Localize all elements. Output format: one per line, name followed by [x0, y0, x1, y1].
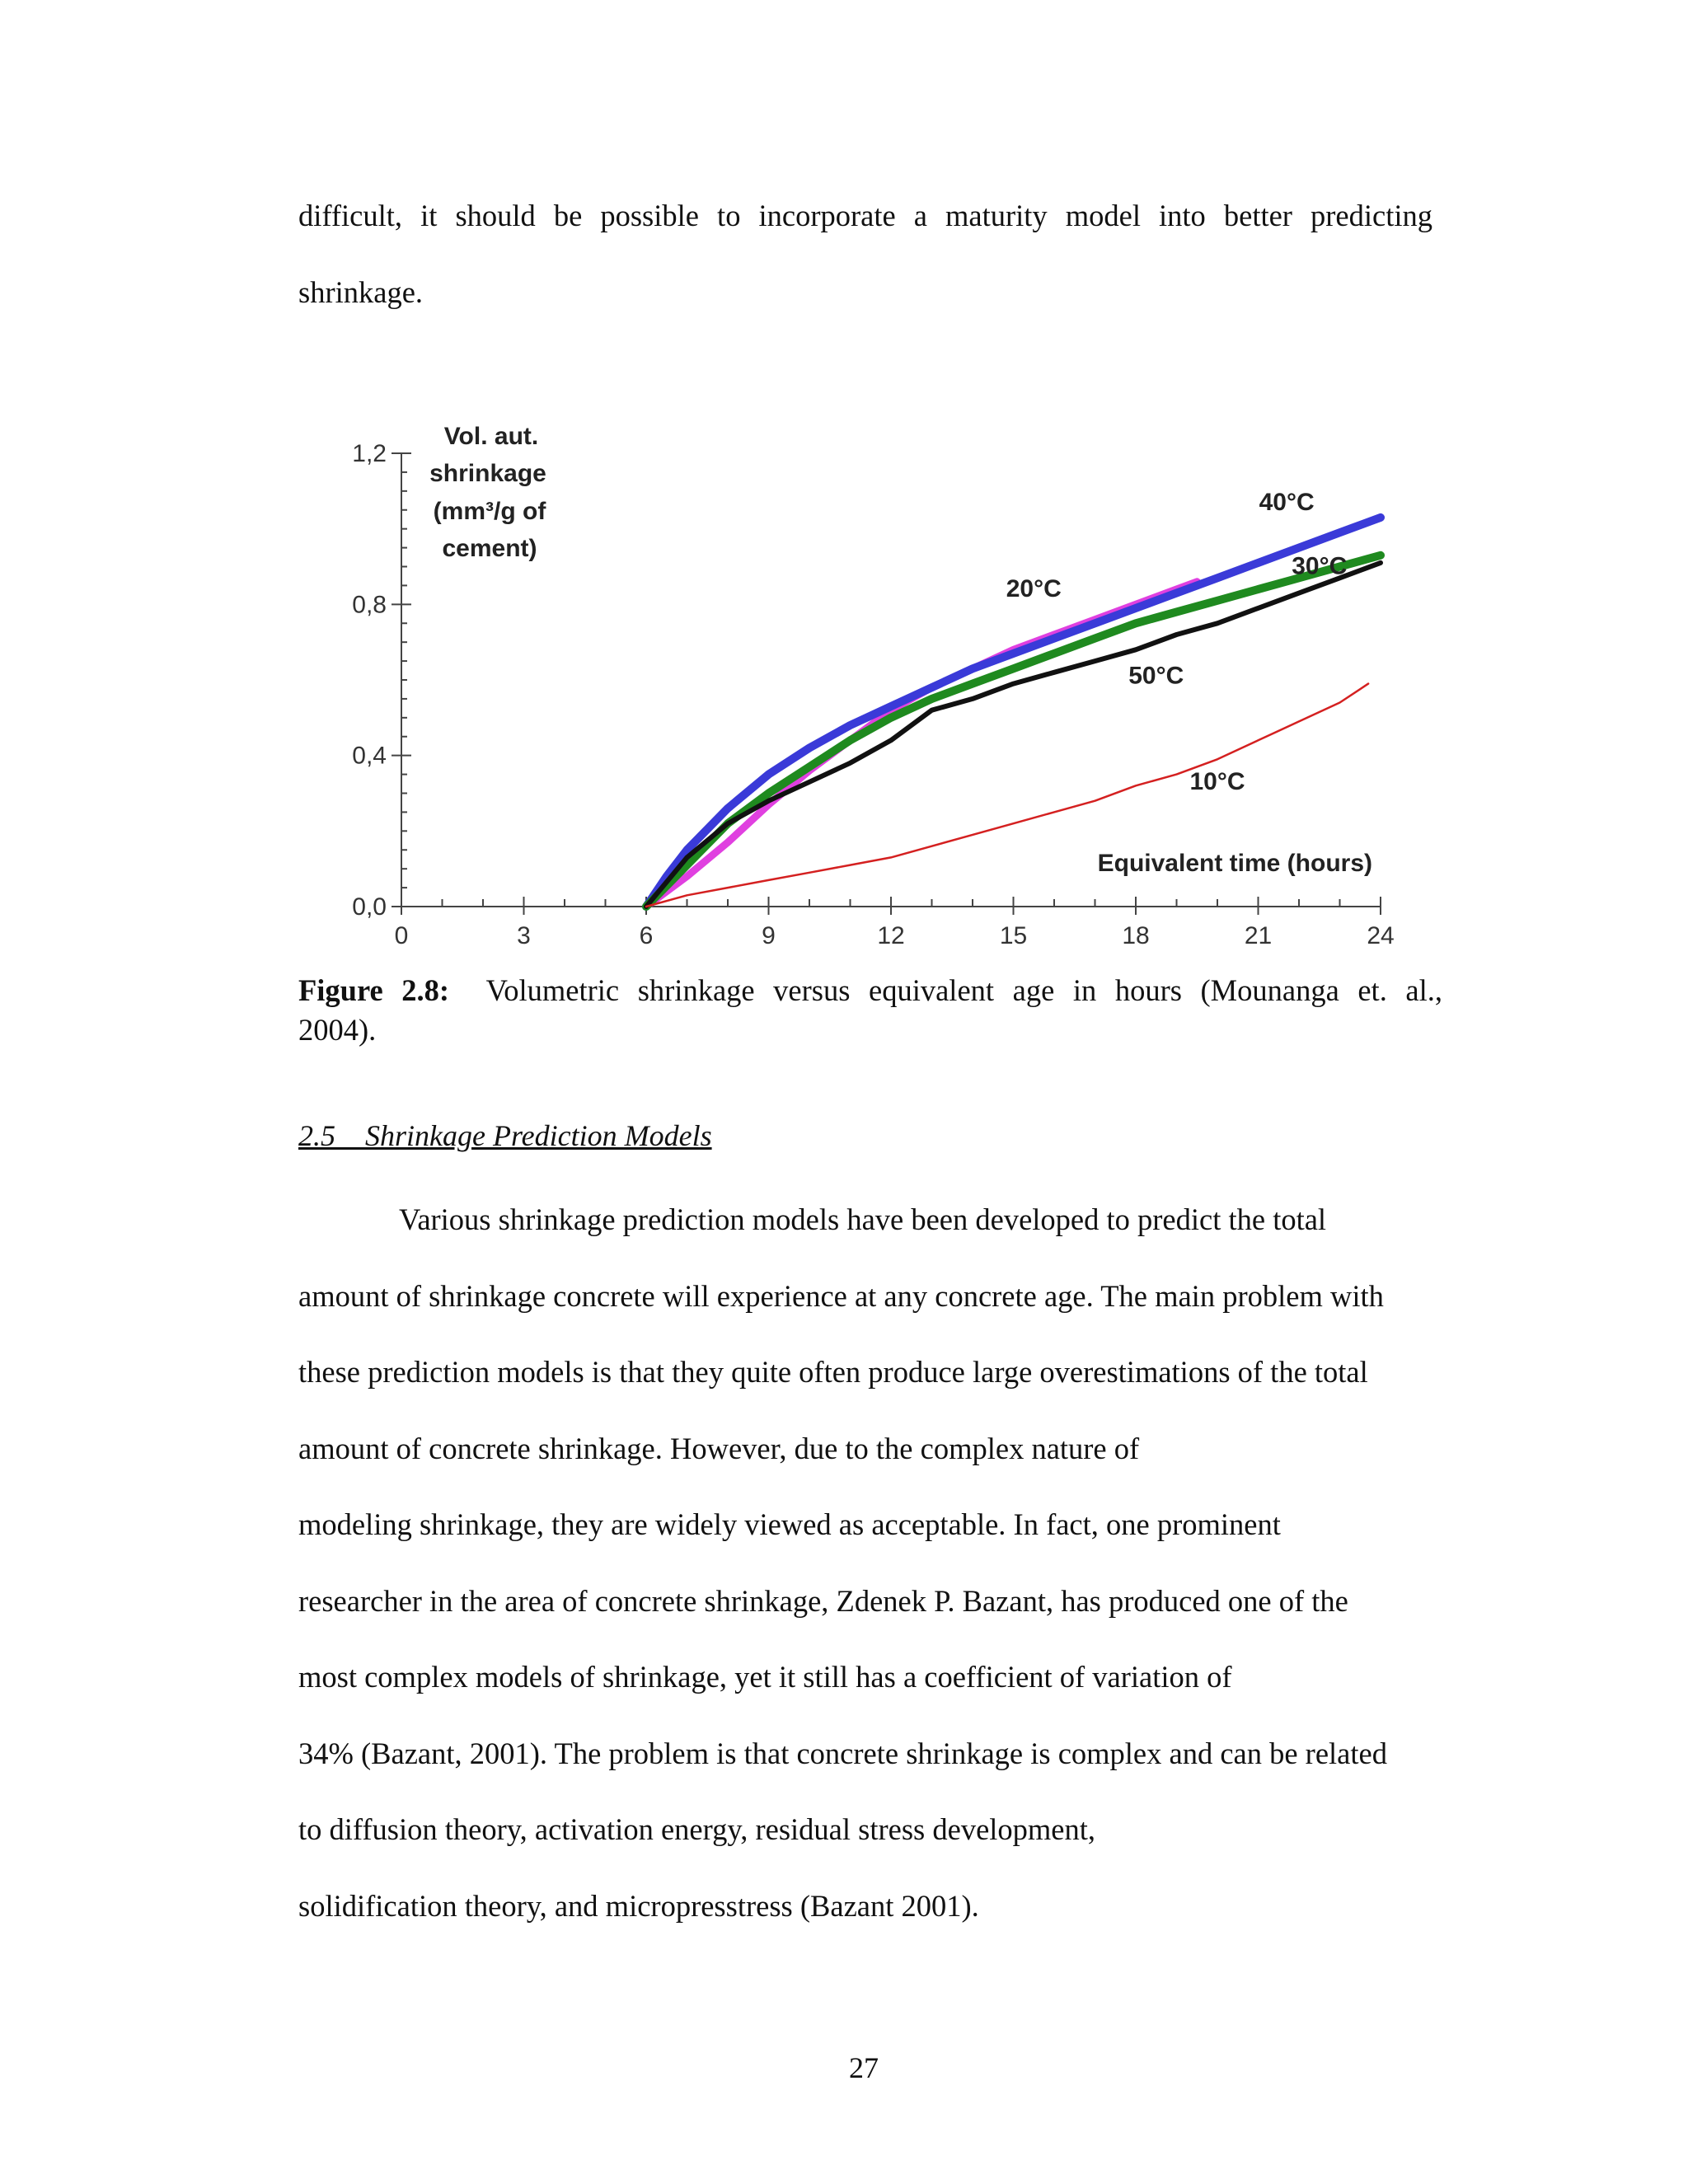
- paragraph-line: solidification theory, and micropresstress (Bazant 2001).: [298, 1889, 979, 1923]
- series-label: 40°C: [1259, 488, 1315, 516]
- figure-caption: [298, 971, 1442, 1050]
- y-axis-label-line: cement): [442, 535, 537, 562]
- figure-caption-text: Volumetric shrinkage versus equivalent age in hours (Mounanga et. al.,: [485, 973, 1442, 1007]
- paragraph-line: researcher in the area of concrete shrinkage, Zdenek P. Bazant, has produced one of the: [298, 1584, 1348, 1618]
- x-tick-label: 0: [394, 922, 409, 949]
- series-label: 20°C: [1006, 575, 1062, 603]
- paragraph-line: amount of shrinkage concrete will experience at any concrete age. The main problem with: [298, 1279, 1384, 1313]
- paragraph-line: amount of concrete shrinkage. However, due to the complex nature of: [298, 1432, 1140, 1465]
- body-text-line: [298, 198, 1432, 233]
- x-tick-label: 12: [877, 922, 905, 949]
- y-axis-label-line: (mm³/g of: [433, 498, 546, 525]
- figure-label: Figure 2.8:: [298, 973, 450, 1007]
- chart-labels: [1006, 489, 1348, 795]
- x-tick-label: 9: [762, 922, 776, 949]
- y-tick-label: 0,8: [352, 591, 387, 619]
- y-axis-label-line: shrinkage: [429, 460, 546, 487]
- series-label: 10°C: [1189, 767, 1245, 795]
- x-tick-label: 15: [999, 922, 1028, 949]
- y-tick-label: 0,0: [352, 893, 387, 921]
- shrinkage-chart: [313, 408, 1409, 968]
- paragraph-line: these prediction models is that they quite often produce large overestimations of the total: [298, 1355, 1368, 1389]
- series-label: 30°C: [1292, 552, 1348, 580]
- series-label: 50°C: [1128, 662, 1184, 690]
- paragraph-line: 34% (Bazant, 2001). The problem is that concrete shrinkage is complex and can be related: [298, 1736, 1387, 1770]
- y-axis-label-line: Vol. aut.: [443, 423, 539, 450]
- x-axis-label: Equivalent time (hours): [1097, 850, 1372, 877]
- y-tick-label: 1,2: [352, 440, 387, 467]
- paragraph-line: to diffusion theory, activation energy, residual stress development,: [298, 1812, 1096, 1846]
- paragraph-line: most complex models of shrinkage, yet it still has a coefficient of variation of: [298, 1660, 1232, 1694]
- x-tick-label: 24: [1367, 922, 1395, 949]
- page-number: 27: [849, 2051, 879, 2084]
- x-tick-label: 6: [639, 922, 654, 949]
- x-tick-label: 3: [517, 922, 531, 949]
- x-tick-label: 21: [1244, 922, 1273, 949]
- body-text-line: shrinkage.: [298, 275, 424, 309]
- figure-caption-line: 2004).: [298, 1013, 377, 1047]
- x-tick-label: 18: [1122, 922, 1150, 949]
- y-tick-label: 0,4: [352, 742, 387, 770]
- body-text: difficult, it should be possible to incorporate a maturity model into better predicting: [298, 199, 1432, 232]
- figure-caption-line: [298, 971, 1442, 1010]
- section-heading: 2.5 Shrinkage Prediction Models: [298, 1119, 712, 1152]
- paragraph-line: Various shrinkage prediction models have been developed to predict the total: [399, 1202, 1327, 1236]
- paragraph-line: modeling shrinkage, they are widely viewed as acceptable. In fact, one prominent: [298, 1507, 1281, 1541]
